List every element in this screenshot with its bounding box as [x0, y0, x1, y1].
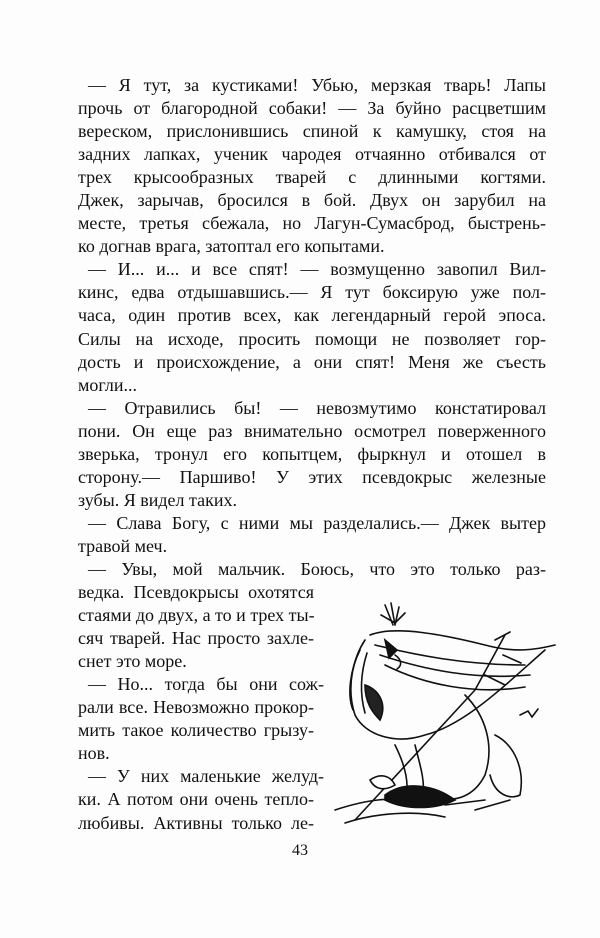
text-line: задних лапках, ученик чародея отчаянно отбивался от — [78, 144, 546, 165]
text-line: стаями до двух, а то и трех ты- — [78, 605, 315, 626]
text-line: дость и происхождение, а они спят! Меня же съесть — [78, 351, 546, 372]
text-line: — Отравились бы! — невозмутимо констатировал — [88, 397, 546, 418]
text-line: ведка. Псевдокрысы охотятся — [78, 582, 314, 603]
text-line: ко догнав врага, затоптал его копытами. — [78, 236, 385, 257]
text-line: снет это море. — [78, 651, 187, 672]
text-line: зубы. Я видел таких. — [78, 489, 237, 510]
text-line: травой меч. — [78, 535, 168, 556]
text-line: мить такое количество грызу- — [78, 720, 314, 741]
text-line: нов. — [78, 743, 110, 764]
text-line: — И... и... и все спят! — возмущенно завопил Вил- — [88, 259, 546, 280]
text-line: трех крысообразных тварей с длинными когтями. — [78, 167, 546, 188]
text-line: сяч тварей. Нас просто захле- — [78, 628, 314, 649]
text-line: прочь от благородной собаки! — За буйно расцветшим — [78, 98, 546, 119]
text-line: ки. А потом они очень тепло- — [78, 789, 314, 810]
text-line: зверька, тронул его копытцем, фыркнул и отошел в — [78, 443, 546, 464]
page-number: 43 — [292, 842, 308, 859]
text-line: — У них маленькие желуд- — [88, 766, 324, 787]
text-line: часа, один против всех, как легендарный герой эпоса. — [78, 305, 546, 326]
text-line: — Увы, мой мальчик. Боюсь, что это только раз- — [88, 558, 546, 579]
text-line: любивы. Активны только ле- — [78, 812, 314, 833]
text-line: — Но... тогда бы они сож- — [88, 674, 324, 695]
text-line: — Слава Богу, с ними мы разделались.— Джек вытер — [88, 512, 546, 533]
text-line: вереском, прислонившись спиной к камушку, стоя на — [78, 121, 546, 142]
text-line: могли... — [78, 374, 137, 395]
text-line: сторону.— Паршиво! У этих псевдокрыс железные — [78, 466, 546, 487]
bird-illustration — [325, 595, 565, 835]
text-line: Джек, зарычав, бросился в бой. Двух он зарубил на — [78, 190, 546, 211]
text-line: пони. Он еще раз внимательно осмотрел поверженного — [78, 420, 546, 441]
text-line: Силы на исходе, просить помощи не позволяет гор- — [78, 328, 546, 349]
text-line: рали все. Невозможно прокор- — [78, 697, 314, 718]
text-line: — Я тут, за кустиками! Убью, мерзкая тварь! Лапы — [88, 75, 546, 95]
text-line: месте, третья сбежала, но Лагун-Сумасброд, быстрень- — [78, 213, 546, 234]
text-line: кинс, едва отдышавшись.— Я тут боксирую уже пол- — [78, 282, 546, 303]
